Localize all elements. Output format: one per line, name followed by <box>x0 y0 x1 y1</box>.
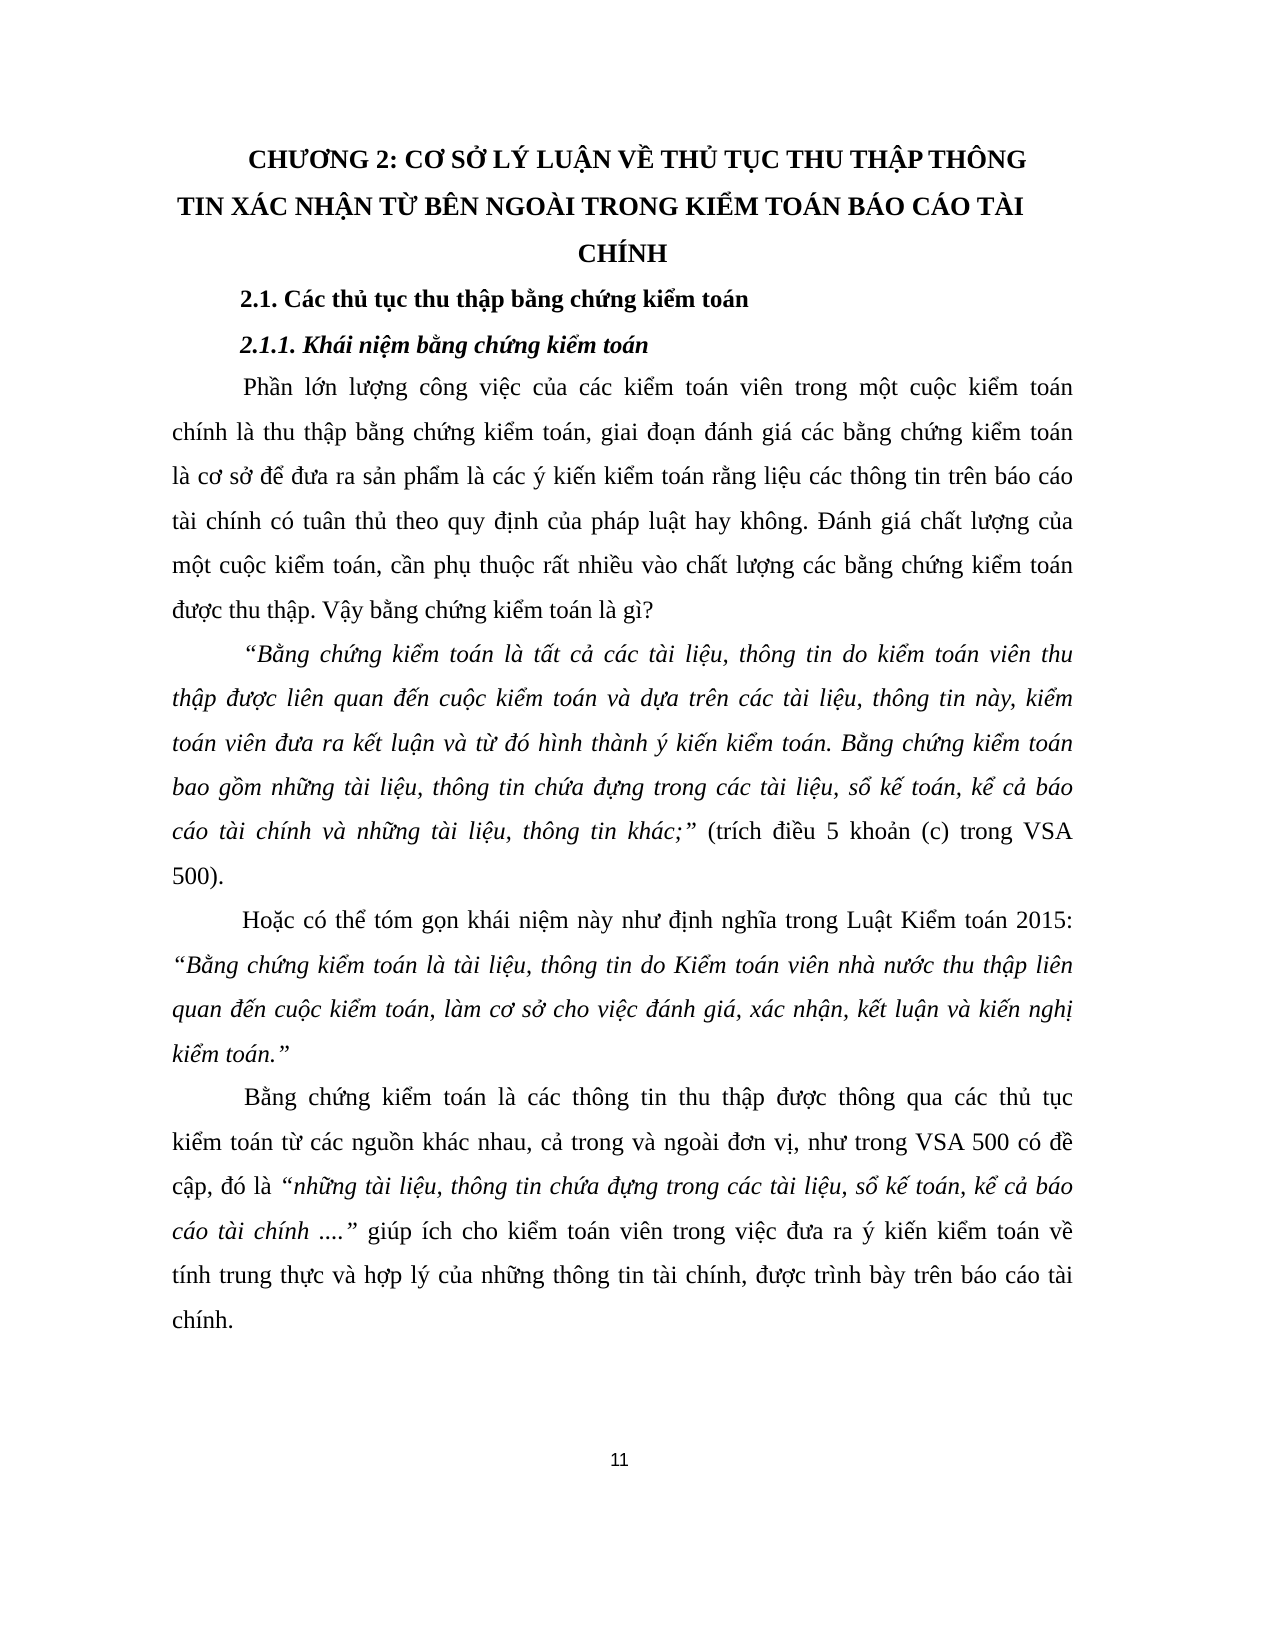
paragraph-text: cập, đó là <box>172 1173 280 1200</box>
quote-line: quan đến cuộc kiểm toán, làm cơ sở cho việc đánh giá, xác nhận, kết luận và kiến nghị <box>172 996 1073 1023</box>
chapter-title-line-1: CHƯƠNG 2: CƠ SỞ LÝ LUẬN VỀ THỦ TỤC THU THẬP THÔNG <box>248 144 1027 174</box>
quote-line: kiểm toán.” <box>172 1041 291 1068</box>
quote-line: thập được liên quan đến cuộc kiểm toán và dựa trên các tài liệu, thông tin này, kiểm <box>172 685 1073 712</box>
paragraph-line: 500). <box>172 863 225 890</box>
paragraph-line: Phần lớn lượng công việc của các kiểm toán viên trong một cuộc kiểm toán <box>243 374 1073 401</box>
chapter-title-line-2: TIN XÁC NHẬN TỪ BÊN NGOÀI TRONG KIỂM TOÁN BÁO CÁO TÀI <box>177 191 1024 221</box>
section-heading: 2.1. Các thủ tục thu thập bằng chứng kiểm toán <box>240 286 749 313</box>
quote-line: “Bằng chứng kiểm toán là tài liệu, thông tin do Kiểm toán viên nhà nước thu thập liên <box>172 952 1073 979</box>
quote-text: cáo tài chính ....” <box>172 1218 358 1245</box>
paragraph-line: chính. <box>172 1307 234 1334</box>
paragraph-text: giúp ích cho kiểm toán viên trong việc đưa ra ý kiến kiểm toán về <box>357 1218 1073 1245</box>
quote-line-with-citation <box>172 817 1073 847</box>
paragraph-line: là cơ sở để đưa ra sản phẩm là các ý kiến kiểm toán rằng liệu các thông tin trên báo cáo <box>172 463 1073 490</box>
paragraph-line: tài chính có tuân thủ theo quy định của pháp luật hay không. Đánh giá chất lượng của <box>172 508 1073 535</box>
quote-line: toán viên đưa ra kết luận và từ đó hình thành ý kiến kiểm toán. Bằng chứng kiểm toán <box>172 730 1073 757</box>
paragraph-line: một cuộc kiểm toán, cần phụ thuộc rất nhiều vào chất lượng các bằng chứng kiểm toán <box>172 552 1073 579</box>
paragraph-line: tính trung thực và hợp lý của những thông tin tài chính, được trình bày trên báo cáo tài <box>172 1262 1073 1289</box>
paragraph-line: Hoặc có thể tóm gọn khái niệm này như định nghĩa trong Luật Kiểm toán 2015: <box>242 907 1073 934</box>
page-number: 11 <box>610 1450 629 1470</box>
paragraph-line <box>172 1172 1073 1202</box>
paragraph-line: Bằng chứng kiểm toán là các thông tin thu thập được thông qua các thủ tục <box>244 1084 1073 1111</box>
quote-text: “những tài liệu, thông tin chứa đựng trong các tài liệu, sổ kế toán, kể cả báo <box>279 1173 1074 1200</box>
paragraph-line: kiểm toán từ các nguồn khác nhau, cả trong và ngoài đơn vị, như trong VSA 500 có đề <box>172 1129 1073 1156</box>
chapter-title-line-3: CHÍNH <box>577 238 668 268</box>
quote-text: cáo tài chính và những tài liệu, thông tin khác;” <box>172 818 697 845</box>
paragraph-line <box>172 1217 1073 1247</box>
quote-line: bao gồm những tài liệu, thông tin chứa đựng trong các tài liệu, sổ kế toán, kể cả báo <box>172 774 1073 801</box>
paragraph-line: chính là thu thập bằng chứng kiểm toán, giai đoạn đánh giá các bằng chứng kiểm toán <box>172 419 1073 446</box>
paragraph-line: được thu thập. Vậy bằng chứng kiểm toán là gì? <box>172 597 654 624</box>
subsection-heading: 2.1.1. Khái niệm bằng chứng kiểm toán <box>240 332 649 359</box>
quote-line: “Bằng chứng kiểm toán là tất cả các tài liệu, thông tin do kiểm toán viên thu <box>243 641 1073 668</box>
citation-text: (trích điều 5 khoản (c) trong VSA <box>696 818 1073 845</box>
